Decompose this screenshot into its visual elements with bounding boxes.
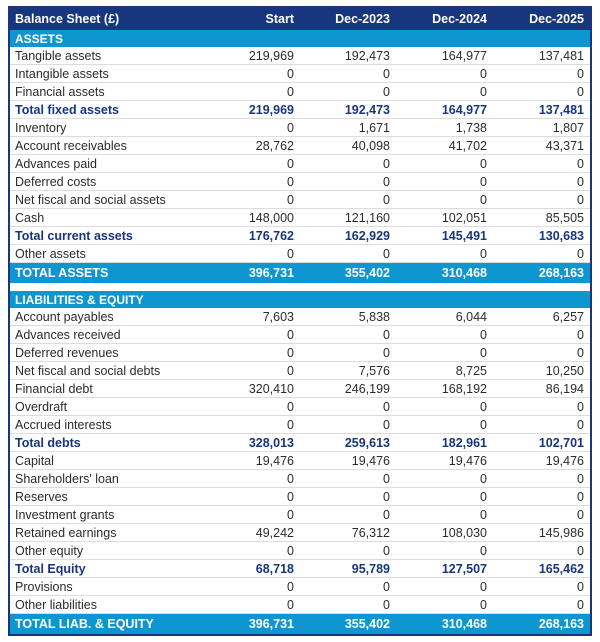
- table-row-total-equity: [10, 560, 590, 578]
- row-label: Accrued interests: [15, 417, 112, 432]
- row-value: 19,476: [255, 453, 294, 468]
- row-value: 95,789: [351, 561, 390, 576]
- table-row-other-liabilities: [10, 596, 590, 614]
- row-value: 43,371: [545, 138, 584, 153]
- row-label: Account payables: [15, 309, 114, 324]
- row-value: 0: [383, 192, 390, 207]
- row-value: 6,257: [552, 309, 584, 324]
- row-value: 0: [383, 543, 390, 558]
- row-label: Intangible assets: [15, 66, 109, 81]
- row-value: 5,838: [358, 309, 390, 324]
- row-value: 0: [577, 597, 584, 612]
- row-value: 0: [287, 174, 294, 189]
- section-header-assets: [10, 30, 590, 47]
- row-value: 0: [383, 399, 390, 414]
- row-value: 0: [577, 579, 584, 594]
- row-value: 49,242: [255, 525, 294, 540]
- table-row-deferred-costs: [10, 173, 590, 191]
- row-label: Net fiscal and social debts: [15, 363, 161, 378]
- row-value: 182,961: [441, 435, 487, 450]
- table-row-retained-earnings: [10, 524, 590, 542]
- row-label: Deferred revenues: [15, 345, 119, 360]
- row-value: 0: [577, 84, 584, 99]
- table-row-other-assets: [10, 245, 590, 263]
- row-value: 145,986: [538, 525, 584, 540]
- table-row-total-fixed-assets: [10, 101, 590, 119]
- column-header-start: Start: [265, 12, 294, 26]
- row-value: 0: [577, 246, 584, 261]
- row-value: 0: [287, 417, 294, 432]
- row-value: 162,929: [344, 228, 390, 243]
- row-value: 76,312: [351, 525, 390, 540]
- section-gap: [10, 283, 590, 291]
- row-value: 102,051: [441, 210, 487, 225]
- row-value: 165,462: [538, 561, 584, 576]
- row-value: 0: [383, 417, 390, 432]
- row-value: 0: [480, 417, 487, 432]
- row-label: TOTAL ASSETS: [15, 266, 109, 280]
- table-row-inventory: [10, 119, 590, 137]
- row-value: 192,473: [344, 48, 390, 63]
- row-value: 145,491: [441, 228, 487, 243]
- row-value: 85,505: [545, 210, 584, 225]
- row-label: Total Equity: [15, 561, 86, 576]
- row-value: 0: [480, 84, 487, 99]
- row-value: 0: [383, 597, 390, 612]
- row-value: 0: [577, 417, 584, 432]
- table-row-intangible-assets: [10, 65, 590, 83]
- row-value: 310,468: [441, 266, 487, 280]
- row-label: Financial debt: [15, 381, 93, 396]
- table-header-row: [10, 8, 590, 30]
- row-value: 0: [480, 327, 487, 342]
- row-value: 0: [480, 579, 487, 594]
- row-value: 10,250: [545, 363, 584, 378]
- row-value: 0: [287, 597, 294, 612]
- row-value: 164,977: [441, 48, 487, 63]
- row-label: Capital: [15, 453, 54, 468]
- row-label: Net fiscal and social assets: [15, 192, 166, 207]
- row-value: 310,468: [441, 617, 487, 631]
- row-value: 0: [383, 471, 390, 486]
- row-value: 19,476: [545, 453, 584, 468]
- row-value: 0: [383, 174, 390, 189]
- row-value: 328,013: [248, 435, 294, 450]
- section-header-liabilities-equity: [10, 291, 590, 308]
- row-value: 0: [480, 489, 487, 504]
- row-label: Total debts: [15, 435, 81, 450]
- table-row-total-current-assets: [10, 227, 590, 245]
- table-title: Balance Sheet (£): [15, 12, 120, 26]
- column-header-dec-2023: Dec-2023: [335, 12, 390, 26]
- row-value: 0: [287, 507, 294, 522]
- row-value: 0: [480, 471, 487, 486]
- table-row-total-debts: [10, 434, 590, 452]
- row-value: 0: [480, 246, 487, 261]
- table-row-account-receivables: [10, 137, 590, 155]
- row-value: 0: [383, 327, 390, 342]
- row-value: 86,194: [545, 381, 584, 396]
- row-value: 137,481: [538, 48, 584, 63]
- table-row-overdraft: [10, 398, 590, 416]
- row-value: 102,701: [538, 435, 584, 450]
- row-label: Cash: [15, 210, 45, 225]
- row-value: 268,163: [538, 266, 584, 280]
- row-value: 0: [480, 192, 487, 207]
- row-value: 0: [287, 399, 294, 414]
- row-value: 0: [577, 399, 584, 414]
- row-value: 176,762: [248, 228, 294, 243]
- row-value: 137,481: [538, 102, 584, 117]
- row-value: 0: [287, 345, 294, 360]
- table-row-capital: [10, 452, 590, 470]
- row-label: Shareholders' loan: [15, 471, 119, 486]
- table-row-shareholders-loan: [10, 470, 590, 488]
- row-value: 6,044: [455, 309, 487, 324]
- row-label: Other equity: [15, 543, 84, 558]
- row-label: Total current assets: [15, 228, 133, 243]
- row-label: Investment grants: [15, 507, 115, 522]
- table-row-net-fiscal-and-social-debts: [10, 362, 590, 380]
- row-value: 0: [383, 507, 390, 522]
- row-label: Reserves: [15, 489, 68, 504]
- row-label: Account receivables: [15, 138, 127, 153]
- row-value: 7,603: [262, 309, 294, 324]
- row-value: 192,473: [344, 102, 390, 117]
- row-value: 0: [577, 156, 584, 171]
- row-value: 1,807: [552, 120, 584, 135]
- row-value: 259,613: [344, 435, 390, 450]
- table-row-financial-debt: [10, 380, 590, 398]
- row-value: 0: [577, 507, 584, 522]
- total-row-total-assets: [10, 263, 590, 283]
- row-value: 320,410: [248, 381, 294, 396]
- row-value: 0: [577, 66, 584, 81]
- table-row-net-fiscal-and-social-assets: [10, 191, 590, 209]
- row-value: 0: [383, 489, 390, 504]
- row-value: 396,731: [248, 617, 294, 631]
- row-value: 0: [577, 543, 584, 558]
- row-label: Advances paid: [15, 156, 98, 171]
- row-value: 246,199: [344, 381, 390, 396]
- row-value: 396,731: [248, 266, 294, 280]
- row-value: 0: [577, 471, 584, 486]
- row-value: 0: [287, 363, 294, 378]
- row-value: 0: [577, 174, 584, 189]
- row-value: 0: [383, 66, 390, 81]
- row-value: 0: [287, 156, 294, 171]
- row-value: 121,160: [344, 210, 390, 225]
- table-row-financial-assets: [10, 83, 590, 101]
- row-label: Total fixed assets: [15, 102, 119, 117]
- balance-sheet-table: [8, 6, 592, 636]
- row-label: Other assets: [15, 246, 86, 261]
- table-row-other-equity: [10, 542, 590, 560]
- row-value: 268,163: [538, 617, 584, 631]
- row-value: 0: [287, 489, 294, 504]
- row-value: 0: [480, 345, 487, 360]
- row-label: Inventory: [15, 120, 67, 135]
- row-label: Tangible assets: [15, 48, 102, 63]
- row-value: 19,476: [351, 453, 390, 468]
- row-value: 0: [287, 543, 294, 558]
- row-value: 0: [287, 192, 294, 207]
- table-row-advances-received: [10, 326, 590, 344]
- row-label: Overdraft: [15, 399, 68, 414]
- table-row-advances-paid: [10, 155, 590, 173]
- row-value: 0: [287, 246, 294, 261]
- row-value: 0: [287, 84, 294, 99]
- row-value: 41,702: [448, 138, 487, 153]
- row-label: Financial assets: [15, 84, 105, 99]
- column-header-dec-2025: Dec-2025: [529, 12, 584, 26]
- table-row-reserves: [10, 488, 590, 506]
- row-value: 0: [383, 246, 390, 261]
- table-row-tangible-assets: [10, 47, 590, 65]
- row-value: 0: [480, 597, 487, 612]
- row-label: Deferred costs: [15, 174, 97, 189]
- table-row-investment-grants: [10, 506, 590, 524]
- row-value: 108,030: [441, 525, 487, 540]
- section-header-label: LIABILITIES & EQUITY: [15, 292, 144, 307]
- row-value: 0: [383, 345, 390, 360]
- row-value: 0: [480, 507, 487, 522]
- row-value: 219,969: [248, 48, 294, 63]
- row-value: 0: [480, 66, 487, 81]
- row-label: Provisions: [15, 579, 73, 594]
- row-value: 0: [480, 174, 487, 189]
- row-label: TOTAL LIAB. & EQUITY: [15, 617, 154, 631]
- row-value: 1,738: [455, 120, 487, 135]
- row-value: 168,192: [441, 381, 487, 396]
- row-value: 355,402: [344, 617, 390, 631]
- row-value: 130,683: [538, 228, 584, 243]
- row-value: 0: [577, 345, 584, 360]
- row-value: 0: [383, 579, 390, 594]
- row-value: 0: [577, 489, 584, 504]
- row-value: 0: [287, 120, 294, 135]
- row-value: 0: [577, 327, 584, 342]
- table-row-provisions: [10, 578, 590, 596]
- row-label: Retained earnings: [15, 525, 117, 540]
- row-value: 68,718: [255, 561, 294, 576]
- row-value: 355,402: [344, 266, 390, 280]
- total-row-total-liab-equity: [10, 614, 590, 634]
- column-header-dec-2024: Dec-2024: [432, 12, 487, 26]
- row-value: 0: [480, 399, 487, 414]
- row-value: 148,000: [248, 210, 294, 225]
- row-value: 0: [480, 156, 487, 171]
- row-value: 0: [480, 543, 487, 558]
- table-row-cash: [10, 209, 590, 227]
- row-value: 8,725: [455, 363, 487, 378]
- row-value: 127,507: [441, 561, 487, 576]
- table-body: [10, 30, 590, 634]
- table-row-accrued-interests: [10, 416, 590, 434]
- row-value: 0: [287, 66, 294, 81]
- row-value: 19,476: [448, 453, 487, 468]
- row-value: 7,576: [358, 363, 390, 378]
- row-value: 0: [383, 156, 390, 171]
- row-value: 0: [287, 327, 294, 342]
- row-value: 0: [287, 579, 294, 594]
- section-header-label: ASSETS: [15, 31, 64, 46]
- row-value: 219,969: [248, 102, 294, 117]
- row-value: 28,762: [255, 138, 294, 153]
- table-row-deferred-revenues: [10, 344, 590, 362]
- row-value: 0: [287, 471, 294, 486]
- row-value: 164,977: [441, 102, 487, 117]
- row-value: 0: [383, 84, 390, 99]
- row-label: Other liabilities: [15, 597, 97, 612]
- table-row-account-payables: [10, 308, 590, 326]
- row-value: 1,671: [358, 120, 390, 135]
- row-value: 0: [577, 192, 584, 207]
- row-label: Advances received: [15, 327, 121, 342]
- row-value: 40,098: [351, 138, 390, 153]
